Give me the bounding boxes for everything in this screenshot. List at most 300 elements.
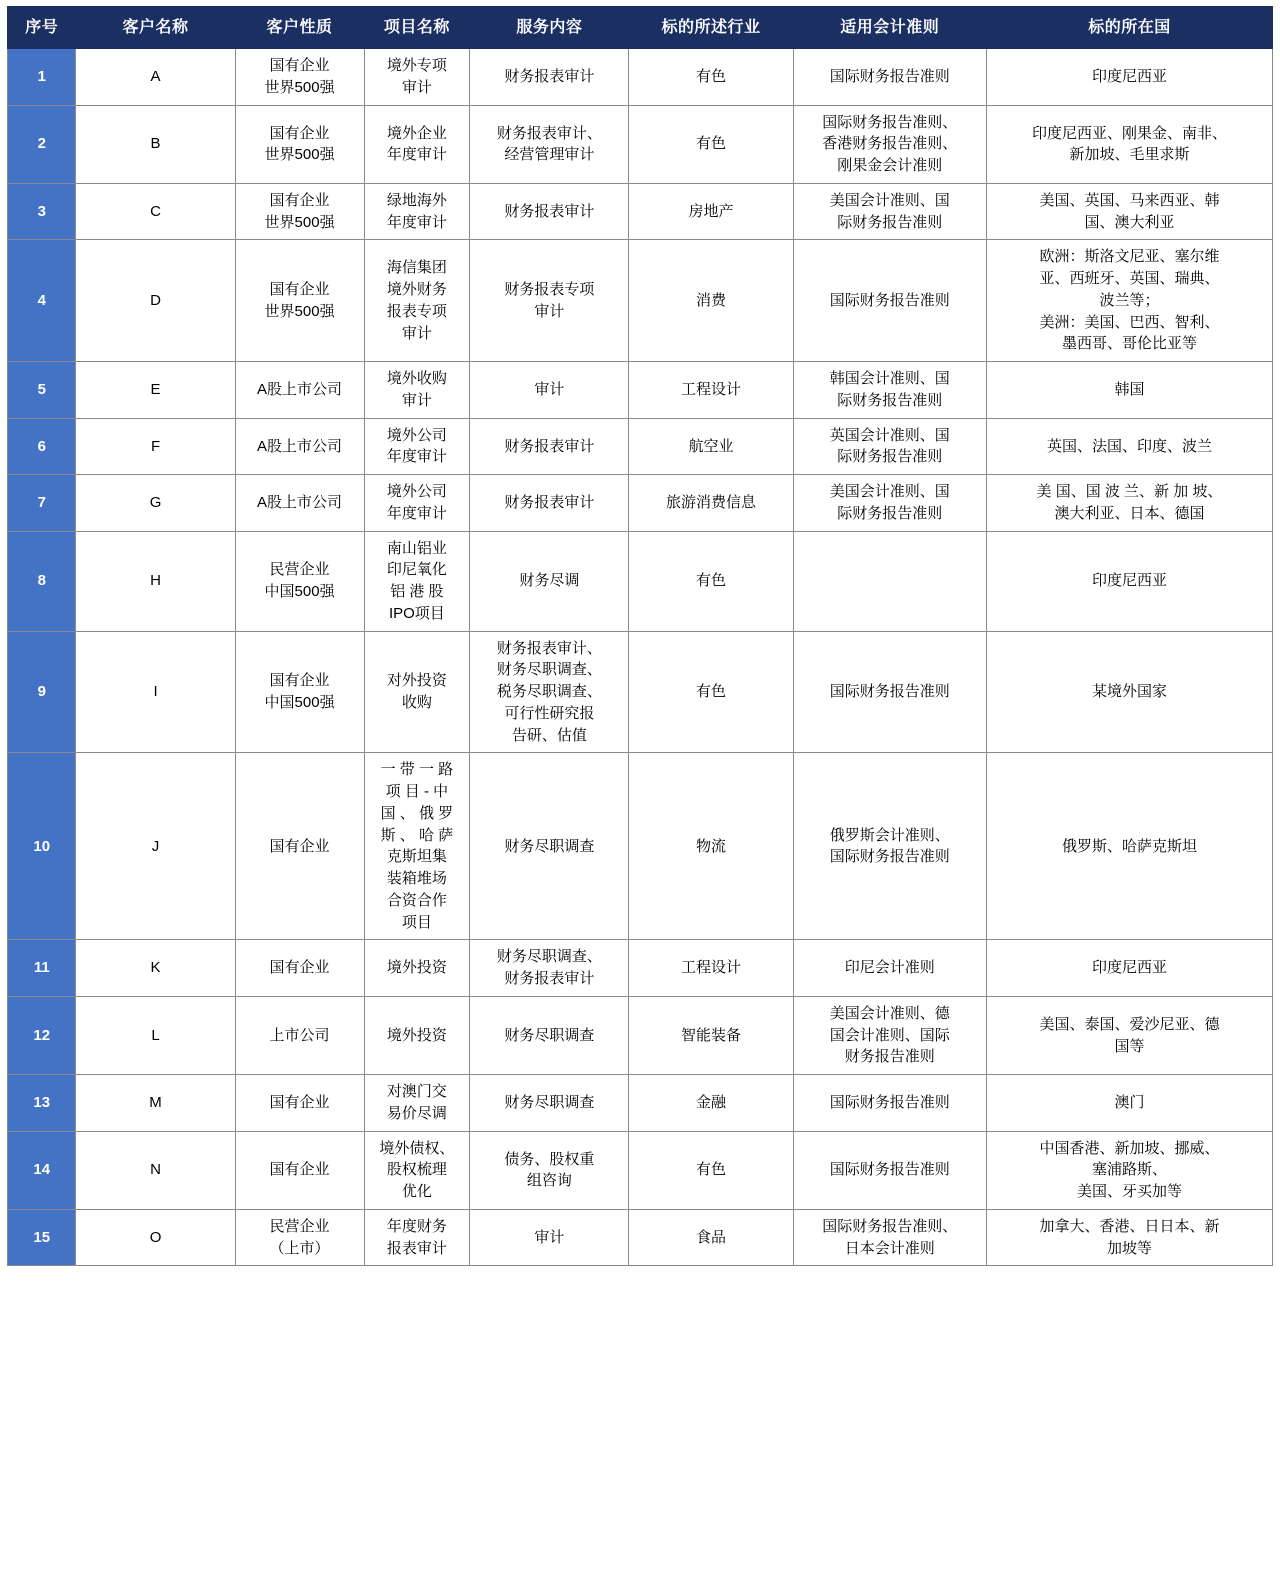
cell-country bbox=[986, 1209, 1272, 1266]
cell-line: 有色 bbox=[695, 683, 726, 701]
cell-project-name bbox=[364, 531, 470, 631]
cell-line: 印尼氧化 bbox=[386, 561, 447, 579]
cell-client-nature bbox=[235, 1075, 364, 1132]
cell-line: 俄罗斯、哈萨克斯坦 bbox=[1061, 837, 1197, 855]
cell-country bbox=[986, 240, 1272, 362]
cell-line: 财务报表审计 bbox=[504, 970, 595, 988]
cell-line: 财务报表专项 bbox=[504, 281, 595, 299]
cell-line: A bbox=[150, 68, 161, 86]
cell-client-nature bbox=[235, 1209, 364, 1266]
cell-client-name bbox=[76, 475, 235, 532]
cell-line: 国际财务报告准则 bbox=[829, 68, 950, 86]
cell-line: 际财务报告准则 bbox=[837, 504, 943, 522]
cell-industry bbox=[629, 1209, 793, 1266]
cell-line: 英国会计准则、国 bbox=[829, 426, 950, 444]
cell-line: 5 bbox=[37, 381, 46, 399]
cell-line: 国际财务报告准则 bbox=[829, 1094, 950, 1112]
cell-line: 股权梳理 bbox=[386, 1161, 447, 1179]
cell-index bbox=[8, 940, 76, 997]
cell-country bbox=[986, 49, 1272, 106]
cell-client-name bbox=[76, 1209, 235, 1266]
cell-index bbox=[8, 183, 76, 240]
cell-service-content bbox=[470, 183, 629, 240]
cell-line: （上市） bbox=[269, 1239, 330, 1257]
cell-client-name bbox=[76, 753, 235, 940]
cell-line: 收购 bbox=[401, 694, 432, 712]
cell-line: 财务尽调 bbox=[519, 572, 580, 590]
cell-line: 俄罗斯会计准则、 bbox=[829, 826, 950, 844]
cell-line: 韩国 bbox=[1114, 381, 1145, 399]
cell-line: 境外公司 bbox=[386, 483, 447, 501]
cell-country bbox=[986, 1075, 1272, 1132]
cell-service-content bbox=[470, 1209, 629, 1266]
cell-line: D bbox=[150, 291, 161, 309]
cell-line: 国有企业 bbox=[269, 124, 330, 142]
cell-line: 项目 bbox=[401, 913, 432, 931]
cell-line: 美国会计准则、国 bbox=[829, 483, 950, 501]
cell-client-name bbox=[76, 105, 235, 183]
cell-line: O bbox=[149, 1228, 162, 1246]
cell-line: 财务报表审计 bbox=[504, 68, 595, 86]
cell-project-name bbox=[364, 996, 470, 1074]
cell-line: 金融 bbox=[695, 1094, 726, 1112]
cell-line: 对澳门交 bbox=[386, 1083, 447, 1101]
cell-line: E bbox=[150, 381, 161, 399]
cell-index bbox=[8, 475, 76, 532]
cell-line: 国有企业 bbox=[269, 959, 330, 977]
cell-line: 12 bbox=[33, 1026, 51, 1044]
cell-line: 审计 bbox=[401, 78, 432, 96]
cell-industry bbox=[629, 753, 793, 940]
cell-accounting-standard bbox=[793, 996, 986, 1074]
cell-line: 国有企业 bbox=[269, 1161, 330, 1179]
cell-country bbox=[986, 753, 1272, 940]
cell-line: 国有企业 bbox=[269, 837, 330, 855]
cell-client-name bbox=[76, 996, 235, 1074]
case-table-container bbox=[0, 6, 1280, 1266]
cell-line: 消费 bbox=[695, 291, 726, 309]
cell-accounting-standard bbox=[793, 240, 986, 362]
cell-line: 国有企业 bbox=[269, 1094, 330, 1112]
cell-line: 报表专项 bbox=[386, 302, 447, 320]
cell-client-name bbox=[76, 49, 235, 106]
cell-line: 国有企业 bbox=[269, 281, 330, 299]
cell-project-name bbox=[364, 362, 470, 419]
cell-line: A股上市公司 bbox=[257, 494, 343, 512]
cell-line: 合资合作 bbox=[386, 891, 447, 909]
cell-service-content bbox=[470, 240, 629, 362]
cell-line: 中国500强 bbox=[264, 694, 335, 712]
cell-line: 香港财务报告准则、 bbox=[822, 135, 958, 153]
cell-project-name bbox=[364, 49, 470, 106]
cell-line: 组咨询 bbox=[526, 1172, 572, 1190]
cell-line: A股上市公司 bbox=[257, 437, 343, 455]
cell-line: 食品 bbox=[695, 1228, 726, 1246]
cell-line: L bbox=[151, 1026, 160, 1044]
cell-line: 审计 bbox=[401, 324, 432, 342]
cell-line: 斯 、 哈 萨 bbox=[380, 826, 454, 844]
cell-line: 年度审计 bbox=[386, 213, 447, 231]
cell-accounting-standard bbox=[793, 362, 986, 419]
cell-line: 财务尽职调查 bbox=[504, 1094, 595, 1112]
cell-service-content bbox=[470, 1131, 629, 1209]
table-row bbox=[8, 996, 1273, 1074]
cell-line: A股上市公司 bbox=[257, 381, 343, 399]
cell-line: 日本会计准则 bbox=[844, 1239, 935, 1257]
cell-accounting-standard bbox=[793, 1131, 986, 1209]
cell-line: 报表审计 bbox=[386, 1239, 447, 1257]
cell-line: 澳大利亚、日本、德国 bbox=[1054, 504, 1205, 522]
cell-country bbox=[986, 362, 1272, 419]
cell-accounting-standard bbox=[793, 49, 986, 106]
cell-line: 境外收购 bbox=[386, 370, 447, 388]
cell-line: 项 目 - 中 bbox=[385, 783, 449, 801]
cell-index bbox=[8, 996, 76, 1074]
cell-project-name bbox=[364, 183, 470, 240]
cell-service-content bbox=[470, 475, 629, 532]
cell-line: 境外投资 bbox=[386, 959, 447, 977]
cell-industry bbox=[629, 105, 793, 183]
cell-service-content bbox=[470, 940, 629, 997]
cell-client-nature bbox=[235, 996, 364, 1074]
cell-line: N bbox=[150, 1161, 161, 1179]
table-row bbox=[8, 940, 1273, 997]
cell-index bbox=[8, 631, 76, 753]
cell-line: 美国会计准则、德 bbox=[829, 1004, 950, 1022]
cell-project-name bbox=[364, 1209, 470, 1266]
column-header-index: 序号 bbox=[8, 7, 76, 49]
cell-industry bbox=[629, 996, 793, 1074]
cell-service-content bbox=[470, 105, 629, 183]
cell-line: 国 、 俄 罗 bbox=[380, 804, 454, 822]
table-row bbox=[8, 631, 1273, 753]
cell-line: 境外企业 bbox=[386, 124, 447, 142]
cell-line: G bbox=[149, 494, 162, 512]
cell-index bbox=[8, 49, 76, 106]
cell-industry bbox=[629, 1131, 793, 1209]
table-row bbox=[8, 475, 1273, 532]
cell-line: 9 bbox=[37, 683, 46, 701]
cell-client-name bbox=[76, 531, 235, 631]
cell-line: 优化 bbox=[401, 1183, 432, 1201]
cell-service-content bbox=[470, 418, 629, 475]
cell-line: 8 bbox=[37, 572, 46, 590]
cell-line: 国有企业 bbox=[269, 191, 330, 209]
cell-line: J bbox=[151, 837, 160, 855]
cell-line: 世界500强 bbox=[264, 146, 335, 164]
table-row bbox=[8, 362, 1273, 419]
cell-line: 境外投资 bbox=[386, 1026, 447, 1044]
cell-line: 民营企业 bbox=[269, 561, 330, 579]
cell-line: 国际财务报告准则 bbox=[829, 848, 950, 866]
cell-service-content bbox=[470, 362, 629, 419]
table-row bbox=[8, 418, 1273, 475]
cell-line: 际财务报告准则 bbox=[837, 213, 943, 231]
cell-industry bbox=[629, 1075, 793, 1132]
cell-country bbox=[986, 105, 1272, 183]
cell-index bbox=[8, 418, 76, 475]
cell-line: 波兰等； bbox=[1099, 291, 1160, 309]
cell-line: 6 bbox=[37, 437, 46, 455]
cell-client-nature bbox=[235, 940, 364, 997]
cell-country bbox=[986, 996, 1272, 1074]
cell-industry bbox=[629, 49, 793, 106]
cell-index bbox=[8, 1131, 76, 1209]
cell-line: 国有企业 bbox=[269, 57, 330, 75]
cell-project-name bbox=[364, 753, 470, 940]
cell-line: 美 国、国 波 兰、新 加 坡、 bbox=[1036, 483, 1223, 501]
cell-line: C bbox=[150, 202, 161, 220]
cell-client-nature bbox=[235, 105, 364, 183]
cell-service-content bbox=[470, 531, 629, 631]
cell-line: 际财务报告准则 bbox=[837, 391, 943, 409]
cell-line: 新加坡、毛里求斯 bbox=[1069, 146, 1190, 164]
cell-line: 装箱堆场 bbox=[386, 870, 447, 888]
cell-country bbox=[986, 940, 1272, 997]
table-header-row bbox=[8, 7, 1273, 49]
cell-line: 智能装备 bbox=[680, 1026, 741, 1044]
cell-line: 13 bbox=[33, 1094, 51, 1112]
cell-line: 美国、泰国、爱沙尼亚、德 bbox=[1039, 1015, 1220, 1033]
cell-accounting-standard bbox=[793, 753, 986, 940]
cell-line: 境外债权、 bbox=[379, 1139, 455, 1157]
cell-line: 经营管理审计 bbox=[504, 146, 595, 164]
cell-line: IPO项目 bbox=[388, 604, 445, 622]
cell-line: 年度财务 bbox=[386, 1217, 447, 1235]
cell-client-nature bbox=[235, 49, 364, 106]
cell-line: 有色 bbox=[695, 135, 726, 153]
cell-line: F bbox=[150, 437, 161, 455]
cell-line: 墨西哥、哥伦比亚等 bbox=[1061, 335, 1197, 353]
cell-line: 有色 bbox=[695, 1161, 726, 1179]
cell-client-name bbox=[76, 183, 235, 240]
cell-client-nature bbox=[235, 418, 364, 475]
cell-line: 上市公司 bbox=[269, 1026, 330, 1044]
cell-line: 国际财务报告准则 bbox=[829, 291, 950, 309]
cell-line: 财务报表审计、 bbox=[496, 124, 602, 142]
cell-line: 加坡等 bbox=[1106, 1239, 1152, 1257]
cell-line: 世界500强 bbox=[264, 213, 335, 231]
cell-index bbox=[8, 240, 76, 362]
cell-line: 澳门 bbox=[1114, 1094, 1145, 1112]
cell-accounting-standard bbox=[793, 631, 986, 753]
table-body bbox=[8, 49, 1273, 1266]
cell-project-name bbox=[364, 1075, 470, 1132]
cell-client-name bbox=[76, 240, 235, 362]
column-header-industry: 标的所述行业 bbox=[629, 7, 793, 49]
cell-line: 年度审计 bbox=[386, 504, 447, 522]
cell-line: 航空业 bbox=[688, 437, 734, 455]
column-header-client-name: 客户名称 bbox=[76, 7, 235, 49]
cell-industry bbox=[629, 531, 793, 631]
cell-line: 美国会计准则、国 bbox=[829, 191, 950, 209]
cell-client-nature bbox=[235, 475, 364, 532]
cell-project-name bbox=[364, 475, 470, 532]
cell-line: 克斯坦集 bbox=[386, 848, 447, 866]
cell-project-name bbox=[364, 240, 470, 362]
cell-line: 债务、股权重 bbox=[504, 1150, 595, 1168]
cell-line: 欧洲：斯洛文尼亚、塞尔维 bbox=[1039, 248, 1220, 266]
cell-line: 工程设计 bbox=[680, 381, 741, 399]
cell-line: 一 带 一 路 bbox=[380, 761, 454, 779]
cell-line: 国际财务报告准则、 bbox=[822, 1217, 958, 1235]
cell-line: 国有企业 bbox=[269, 672, 330, 690]
cell-line: 15 bbox=[33, 1228, 51, 1246]
cell-line: 国际财务报告准则 bbox=[829, 683, 950, 701]
cell-line: 刚果金会计准则 bbox=[837, 157, 943, 175]
cell-line: 国、澳大利亚 bbox=[1084, 213, 1175, 231]
cell-industry bbox=[629, 631, 793, 753]
cell-country bbox=[986, 531, 1272, 631]
table-row bbox=[8, 49, 1273, 106]
cell-line: 告研、估值 bbox=[511, 726, 587, 744]
cell-line: 民营企业 bbox=[269, 1217, 330, 1235]
cell-industry bbox=[629, 362, 793, 419]
cell-client-nature bbox=[235, 183, 364, 240]
cell-industry bbox=[629, 940, 793, 997]
cell-accounting-standard bbox=[793, 940, 986, 997]
column-header-service-content: 服务内容 bbox=[470, 7, 629, 49]
cell-line: 11 bbox=[33, 959, 50, 977]
cell-line: 审计 bbox=[534, 381, 565, 399]
cell-line: 工程设计 bbox=[680, 959, 741, 977]
cell-line: 世界500强 bbox=[264, 302, 335, 320]
cell-line: 对外投资 bbox=[386, 672, 447, 690]
cell-line: K bbox=[150, 959, 161, 977]
cell-client-nature bbox=[235, 362, 364, 419]
cell-industry bbox=[629, 475, 793, 532]
cell-line: 财务报表审计 bbox=[504, 437, 595, 455]
cell-line: 年度审计 bbox=[386, 146, 447, 164]
table-row bbox=[8, 1209, 1273, 1266]
cell-line: 10 bbox=[33, 837, 51, 855]
cell-client-name bbox=[76, 1075, 235, 1132]
cell-country bbox=[986, 1131, 1272, 1209]
cell-line: 世界500强 bbox=[264, 78, 335, 96]
overseas-projects-table bbox=[7, 6, 1273, 1266]
cell-client-nature bbox=[235, 240, 364, 362]
cell-line: 财务尽职调查、 bbox=[496, 948, 602, 966]
cell-line: 美国、牙买加等 bbox=[1076, 1183, 1182, 1201]
cell-accounting-standard bbox=[793, 1209, 986, 1266]
cell-country bbox=[986, 183, 1272, 240]
cell-line: 美国、英国、马来西亚、韩 bbox=[1039, 191, 1220, 209]
cell-line: 财务报告准则 bbox=[844, 1048, 935, 1066]
cell-line: H bbox=[150, 572, 161, 590]
cell-line: 中国香港、新加坡、挪威、 bbox=[1039, 1139, 1220, 1157]
cell-service-content bbox=[470, 753, 629, 940]
cell-line: I bbox=[153, 683, 158, 701]
cell-line: 印尼会计准则 bbox=[844, 959, 935, 977]
cell-line: 旅游消费信息 bbox=[665, 494, 756, 512]
cell-line: 税务尽职调查、 bbox=[496, 683, 602, 701]
cell-line: 审计 bbox=[401, 391, 432, 409]
cell-line: 境外专项 bbox=[386, 57, 447, 75]
cell-line: 易价尽调 bbox=[386, 1104, 447, 1122]
cell-line: 某境外国家 bbox=[1091, 683, 1167, 701]
table-row bbox=[8, 531, 1273, 631]
cell-client-name bbox=[76, 362, 235, 419]
cell-service-content bbox=[470, 631, 629, 753]
table-row bbox=[8, 240, 1273, 362]
cell-line: 2 bbox=[37, 135, 46, 153]
cell-line: 南山铝业 bbox=[386, 539, 447, 557]
cell-line: 审计 bbox=[534, 1228, 565, 1246]
cell-line: 财务尽职调查 bbox=[504, 1026, 595, 1044]
cell-client-name bbox=[76, 631, 235, 753]
cell-country bbox=[986, 631, 1272, 753]
cell-line: 美洲：美国、巴西、智利、 bbox=[1039, 313, 1220, 331]
cell-client-name bbox=[76, 418, 235, 475]
cell-accounting-standard bbox=[793, 531, 986, 631]
cell-line: 财务报表审计 bbox=[504, 494, 595, 512]
table-row bbox=[8, 1075, 1273, 1132]
cell-service-content bbox=[470, 49, 629, 106]
cell-line: 韩国会计准则、国 bbox=[829, 370, 950, 388]
cell-line: 际财务报告准则 bbox=[837, 448, 943, 466]
table-row bbox=[8, 1131, 1273, 1209]
cell-project-name bbox=[364, 418, 470, 475]
cell-line: 亚、西班牙、英国、瑞典、 bbox=[1039, 270, 1220, 288]
cell-line: 绿地海外 bbox=[386, 191, 447, 209]
column-header-project-name: 项目名称 bbox=[364, 7, 470, 49]
cell-client-nature bbox=[235, 1131, 364, 1209]
cell-line: 国际财务报告准则、 bbox=[822, 113, 958, 131]
cell-line: 财务报表审计、 bbox=[496, 639, 602, 657]
cell-index bbox=[8, 105, 76, 183]
cell-accounting-standard bbox=[793, 475, 986, 532]
cell-line: 海信集团 bbox=[386, 259, 447, 277]
cell-index bbox=[8, 531, 76, 631]
cell-project-name bbox=[364, 631, 470, 753]
cell-service-content bbox=[470, 1075, 629, 1132]
cell-line: 房地产 bbox=[688, 202, 734, 220]
cell-industry bbox=[629, 418, 793, 475]
cell-line: 印度尼西亚 bbox=[1091, 68, 1167, 86]
cell-line: 国会计准则、国际 bbox=[829, 1026, 950, 1044]
cell-project-name bbox=[364, 1131, 470, 1209]
cell-line: 有色 bbox=[695, 68, 726, 86]
cell-line: 印度尼西亚、刚果金、南非、 bbox=[1031, 124, 1227, 142]
cell-line: 1 bbox=[37, 68, 46, 86]
cell-industry bbox=[629, 183, 793, 240]
cell-project-name bbox=[364, 940, 470, 997]
cell-industry bbox=[629, 240, 793, 362]
cell-line: 印度尼西亚 bbox=[1091, 572, 1167, 590]
table-row bbox=[8, 753, 1273, 940]
cell-line: 铝 港 股 bbox=[390, 583, 444, 601]
cell-accounting-standard bbox=[793, 1075, 986, 1132]
cell-project-name bbox=[364, 105, 470, 183]
cell-accounting-standard bbox=[793, 418, 986, 475]
column-header-accounting-standard: 适用会计准则 bbox=[793, 7, 986, 49]
cell-line: 塞浦路斯、 bbox=[1091, 1161, 1167, 1179]
cell-line: 7 bbox=[37, 494, 46, 512]
cell-line: 物流 bbox=[695, 837, 726, 855]
cell-service-content bbox=[470, 996, 629, 1074]
cell-line: 财务尽职调查、 bbox=[496, 661, 602, 679]
cell-accounting-standard bbox=[793, 183, 986, 240]
cell-index bbox=[8, 753, 76, 940]
cell-line: 财务报表审计 bbox=[504, 202, 595, 220]
table-row bbox=[8, 105, 1273, 183]
cell-client-nature bbox=[235, 631, 364, 753]
cell-line: 加拿大、香港、日日本、新 bbox=[1039, 1217, 1220, 1235]
cell-index bbox=[8, 362, 76, 419]
cell-line: 英国、法国、印度、波兰 bbox=[1046, 437, 1212, 455]
cell-line: 4 bbox=[37, 291, 46, 309]
cell-line: 可行性研究报 bbox=[504, 704, 595, 722]
